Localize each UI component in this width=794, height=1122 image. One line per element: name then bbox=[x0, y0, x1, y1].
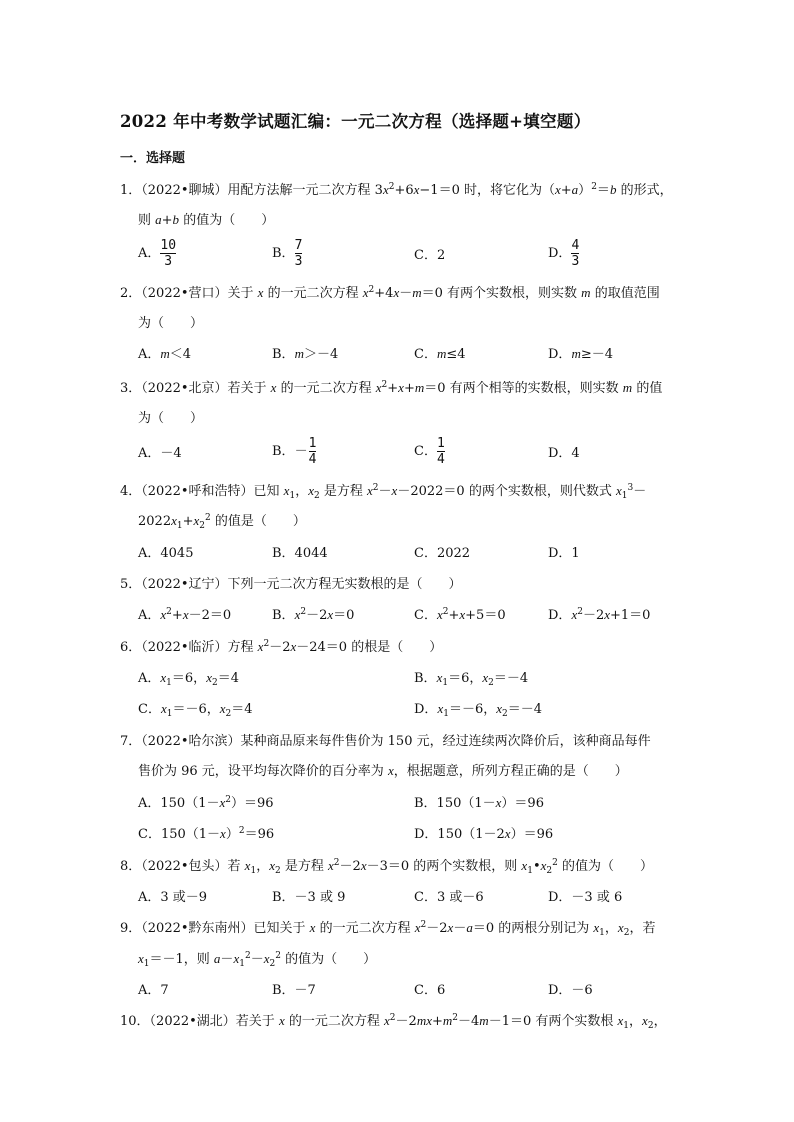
question-5-option-b: B．$x^2-2x=0$ bbox=[272, 607, 355, 623]
question-2-option-b: B．m＞－4 bbox=[272, 346, 339, 362]
question-4-option-a: A．4045 bbox=[138, 546, 194, 561]
question-8-option-c: C．3 或－6 bbox=[414, 890, 484, 905]
question-5-line-1: 5．（2022•辽宁）下列一元二次方程无实数根的是（ ） bbox=[120, 577, 462, 592]
page-title: 2022 年中考数学试题汇编：一元二次方程（选择题+填空题） bbox=[120, 112, 591, 131]
question-7-option-d: D．150（1－2x）＝96 bbox=[414, 826, 554, 842]
question-6-option-b: B．$x_1=6$，$x_2=-4$ bbox=[414, 670, 529, 688]
question-9-line-1: 9．（2022•黔东南州）已知关于 x 的一元二次方程 $x^2-2x-a=0$ 的两根分别记为 $x_1$，$x_2$，若 bbox=[120, 920, 656, 938]
question-6-option-c: C．$x_1=-6$，$x_2=4$ bbox=[138, 701, 253, 719]
question-2-line-1: 2．（2022•营口）关于 x 的一元二次方程 $x^2+4x-m=0$ 有两个实数根，则实数 m 的取值范围 bbox=[120, 285, 660, 301]
question-3-line-1: 3．（2022•北京）若关于 x 的一元二次方程 $x^2+x+m=0$ 有两个相等的实数根，则实数 m 的值 bbox=[120, 380, 663, 396]
question-3-option-d: D．4 bbox=[548, 446, 580, 461]
question-9-option-b: B．－7 bbox=[272, 983, 316, 998]
question-1-option-d: D． $\frac{4}{3}$ bbox=[548, 238, 580, 269]
section-heading: 一．选择题 bbox=[120, 151, 186, 166]
question-10-line-1: 10．（2022•湖北）若关于 x 的一元二次方程 $x^2-2mx+m^2-4m-1=0$ 有两个实数根 $x_1$，$x_2$， bbox=[120, 1013, 667, 1031]
question-2-option-d: D．m≥－4 bbox=[548, 346, 613, 362]
question-7-line-2: 售价为 96 元，设平均每次降价的百分率为 x，根据题意，所列方程正确的是（ ） bbox=[138, 763, 628, 779]
question-3-option-a: A．－4 bbox=[138, 446, 182, 461]
question-4-option-d: D．1 bbox=[548, 546, 580, 561]
question-2-option-c: C．m≤4 bbox=[414, 346, 466, 362]
question-5-option-a: A．$x^2+x-2=0$ bbox=[138, 607, 232, 623]
question-8-option-d: D．－3 或 6 bbox=[548, 890, 623, 905]
question-1-option-a: A． $\frac{10}{3}$ bbox=[138, 238, 177, 269]
question-1-option-b: B． $\frac{7}{3}$ bbox=[272, 238, 303, 269]
question-7-option-b: B．150（1－x）＝96 bbox=[414, 795, 544, 811]
question-8-line-1: 8．（2022•包头）若 $x_1$，$x_2$ 是方程 $x^2-2x-3=0$ 的两个实数根，则 $x_1•x_2^2$ 的值为（ ） bbox=[120, 858, 654, 876]
question-2-option-a: A．m＜4 bbox=[138, 346, 192, 362]
question-3-option-b: B．－ $\frac{1}{4}$ bbox=[272, 436, 317, 467]
question-7-line-1: 7．（2022•哈尔滨）某种商品原来每件售价为 150 元，经过连续两次降价后，该种商品每件 bbox=[120, 734, 651, 749]
question-6-option-a: A．$x_1=6$，$x_2=4$ bbox=[138, 670, 239, 688]
question-1-line-1: 1．（2022•聊城）用配方法解一元二次方程 $3x^2+6x-1=0$ 时，将它化为$(x+a)^2=b$ 的形式， bbox=[120, 182, 673, 198]
question-4-option-c: C．2022 bbox=[414, 546, 471, 561]
question-1-option-c: C．2 bbox=[414, 248, 446, 263]
question-5-option-d: D．$x^2-2x+1=0$ bbox=[548, 607, 651, 623]
question-7-option-c: C．$150(1-x)^2=96$ bbox=[138, 826, 275, 842]
question-9-option-c: C．6 bbox=[414, 983, 446, 998]
question-3-line-2: 为（ ） bbox=[138, 411, 204, 426]
question-7-option-a: A．$150(1-x^2)=96$ bbox=[138, 795, 274, 811]
question-3-option-c: C． $\frac{1}{4}$ bbox=[414, 436, 445, 467]
question-6-line-1: 6．（2022•临沂）方程 $x^2-2x-24=0$ 的根是（ ） bbox=[120, 639, 443, 655]
question-9-option-d: D．－6 bbox=[548, 983, 593, 998]
question-4-line-2: $2022x_1+x_2^2$ 的值是（ ） bbox=[138, 513, 306, 531]
question-9-line-2: $x_1=-1$，则 $a-x_1^2-x_2^2$ 的值为（ ） bbox=[138, 951, 377, 969]
question-8-option-a: A．3 或－9 bbox=[138, 890, 208, 905]
question-9-option-a: A．7 bbox=[138, 983, 169, 998]
question-2-line-2: 为（ ） bbox=[138, 316, 204, 331]
question-4-line-1: 4．（2022•呼和浩特）已知 $x_1$，$x_2$ 是方程 $x^2-x-2022=0$ 的两个实数根，则代数式 $x_1^3-$ bbox=[120, 483, 647, 501]
question-5-option-c: C．$x^2+x+5=0$ bbox=[414, 607, 506, 623]
question-6-option-d: D．$x_1=-6$，$x_2=-4$ bbox=[414, 701, 543, 719]
question-1-line-2: 则 a+b 的值为（ ） bbox=[138, 212, 275, 228]
question-8-option-b: B．－3 或 9 bbox=[272, 890, 346, 905]
question-4-option-b: B．4044 bbox=[272, 546, 328, 561]
